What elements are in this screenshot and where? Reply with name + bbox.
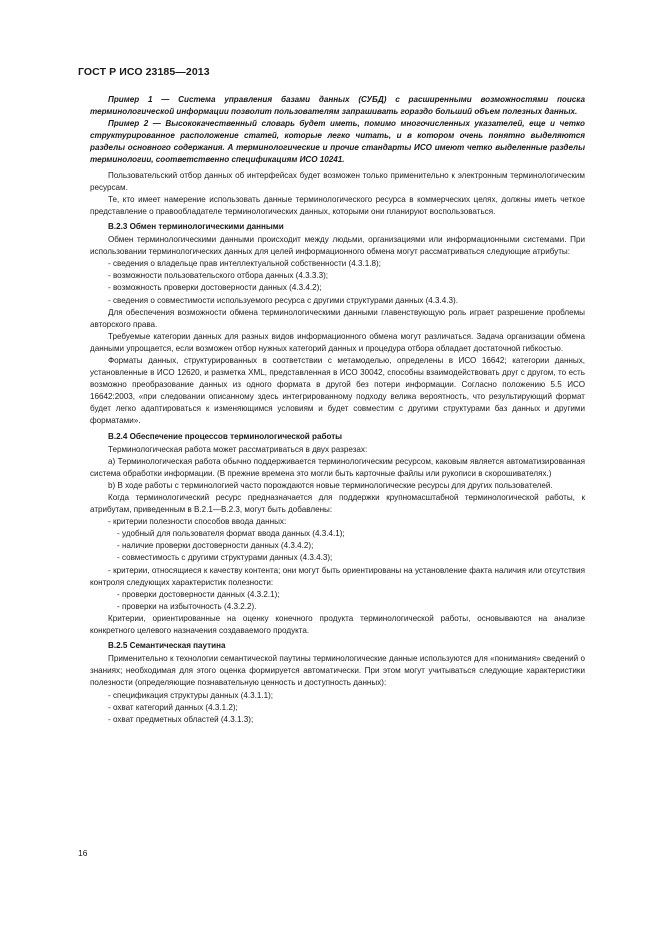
list-item-nested: - удобный для пользователя формат ввода данных (4.3.4.1); bbox=[117, 529, 345, 539]
paragraph: Пользовательский отбор данных об интерфейсах будет возможен только применительно к электронным терминологическим ресурсам. bbox=[90, 170, 585, 192]
list-item: - сведения о владельце прав интеллектуальной собственности (4.3.1.8); bbox=[108, 259, 381, 269]
page-number: 16 bbox=[78, 848, 88, 858]
section-heading-b-2-3: В.2.3 Обмен терминологическими данными bbox=[108, 221, 284, 231]
paragraph: Применительно к технологии семантической паутины терминологические данные используются для «понимания» сведений о знаниях; необходимая для этого оценка формируется автоматически. При этом могут учитываться следующие характеристики полезности (определяющие познавательную ценность и доступность данных): bbox=[90, 654, 585, 688]
list-item: - критерии полезности способов ввода данных: bbox=[108, 517, 287, 527]
list-item: - сведения о совместимости используемого ресурса с другими структурами данных (4.3.4.3). bbox=[108, 295, 458, 305]
example-2: Пример 2 — Высококачественный словарь будет иметь, помимо многочисленных указателей, еще и четко структурированное расположение статей, которые легко читать, и в котором очень понятно выделяются разделы основного содержания. А терминологические и прочие стандарты ИСО имеют четко выделенные разделы терминологии, соответственно спецификациям ИСО 10241. bbox=[90, 119, 585, 165]
paragraph: Требуемые категории данных для разных видов информационного обмена могут различаться. Задача организации обмена данными упрощается, если возможен отбор нужных категорий данных и процедура отбора обладает достаточной гибкостью. bbox=[90, 331, 585, 353]
section-heading-b-2-5: В.2.5 Семантическая паутина bbox=[108, 641, 226, 651]
paragraph: Для обеспечения возможности обмена терминологическими данными главенствующую роль играет разрешение проблемы авторского права. bbox=[90, 307, 585, 329]
paragraph: Терминологическая работа может рассматриваться в двух разрезах: bbox=[108, 444, 368, 454]
document-header: ГОСТ Р ИСО 23185—2013 bbox=[78, 66, 210, 78]
list-item-nested: - наличие проверки достоверности данных (4.3.4.2); bbox=[117, 541, 314, 551]
list-item: - охват предметных областей (4.3.1.3); bbox=[108, 714, 254, 724]
paragraph: b) В ходе работы с терминологией часто порождаются новые терминологические ресурсы для других пользователей. bbox=[108, 480, 553, 490]
list-item: - спецификация структуры данных (4.3.1.1); bbox=[108, 690, 274, 700]
list-item-nested: - совместимость с другими структурами данных (4.3.4.3); bbox=[117, 553, 333, 563]
paragraph: - критерии, относящиеся к качеству контента; они могут быть ориентированы на установление факта наличия или отсутствия контроля следующих характеристик полезности: bbox=[90, 565, 585, 587]
list-item: - возможности пользовательского отбора данных (4.3.3.3); bbox=[108, 271, 329, 281]
paragraph: Обмен терминологическими данными происходит между людьми, организациями или информационными системами. При использовании терминологических данных для целей информационного обмена могут рассматриваться следующие атрибуты: bbox=[90, 235, 585, 257]
list-item: - возможность проверки достоверности данных (4.3.4.2); bbox=[108, 283, 322, 293]
paragraph: Критерии, ориентированные на оценку конечного продукта терминологической работы, основываются на анализе конкретного целевого назначения создаваемого продукта. bbox=[90, 613, 585, 636]
paragraph: Те, кто имеет намерение использовать данные терминологического ресурса в коммерческих целях, должны иметь четкое представление о правообладателе терминологических данных, которыми они планируют воспользоваться. bbox=[90, 194, 585, 216]
example-1: Пример 1 — Система управления базами данных (СУБД) с расширенными возможностями поиска терминологической информации позволит пользователям запрашивать гораздо больший объем полезных данных. bbox=[90, 95, 585, 117]
paragraph: Когда терминологический ресурс предназначается для поддержки крупномасштабной терминологической работы, к атрибутам, приведенным в В.2.1—В.2.3, могут быть добавлены: bbox=[90, 493, 585, 515]
list-item-nested: - проверки на избыточность (4.3.2.2). bbox=[117, 601, 257, 611]
section-heading-b-2-4: В.2.4 Обеспечение процессов терминологической работы bbox=[108, 431, 343, 441]
list-item-nested: - проверки достоверности данных (4.3.2.1); bbox=[117, 589, 280, 599]
document-body bbox=[90, 94, 585, 726]
list-item: - охват категорий данных (4.3.1.2); bbox=[108, 702, 238, 712]
paragraph: а) Терминологическая работа обычно поддерживается терминологическим ресурсом, каковым является автоматизированная система обработки информации. (В прежние времена это могли быть карточные файлы или рукописи в скорошивателях.) bbox=[90, 456, 585, 478]
paragraph: Форматы данных, структурированных в соответствии с метамоделью, определены в ИСО 16642; категории данных, установленные в ИСО 12620, и разметка XML, представленная в ИСО 30042, способны взаимодействовать друг с другом, то есть возможно преобразование данных из одного формата в другой без потери информации. Согласно положению 5.5 ИСО 16642:2003, «при следовании описанному здесь интегрированному подходу велика вероятность, что результирующий формат будет легко адаптироваться к изменяющимся условиям и будет совместим с другими структурами баз данных и другими форматами». bbox=[90, 355, 585, 426]
